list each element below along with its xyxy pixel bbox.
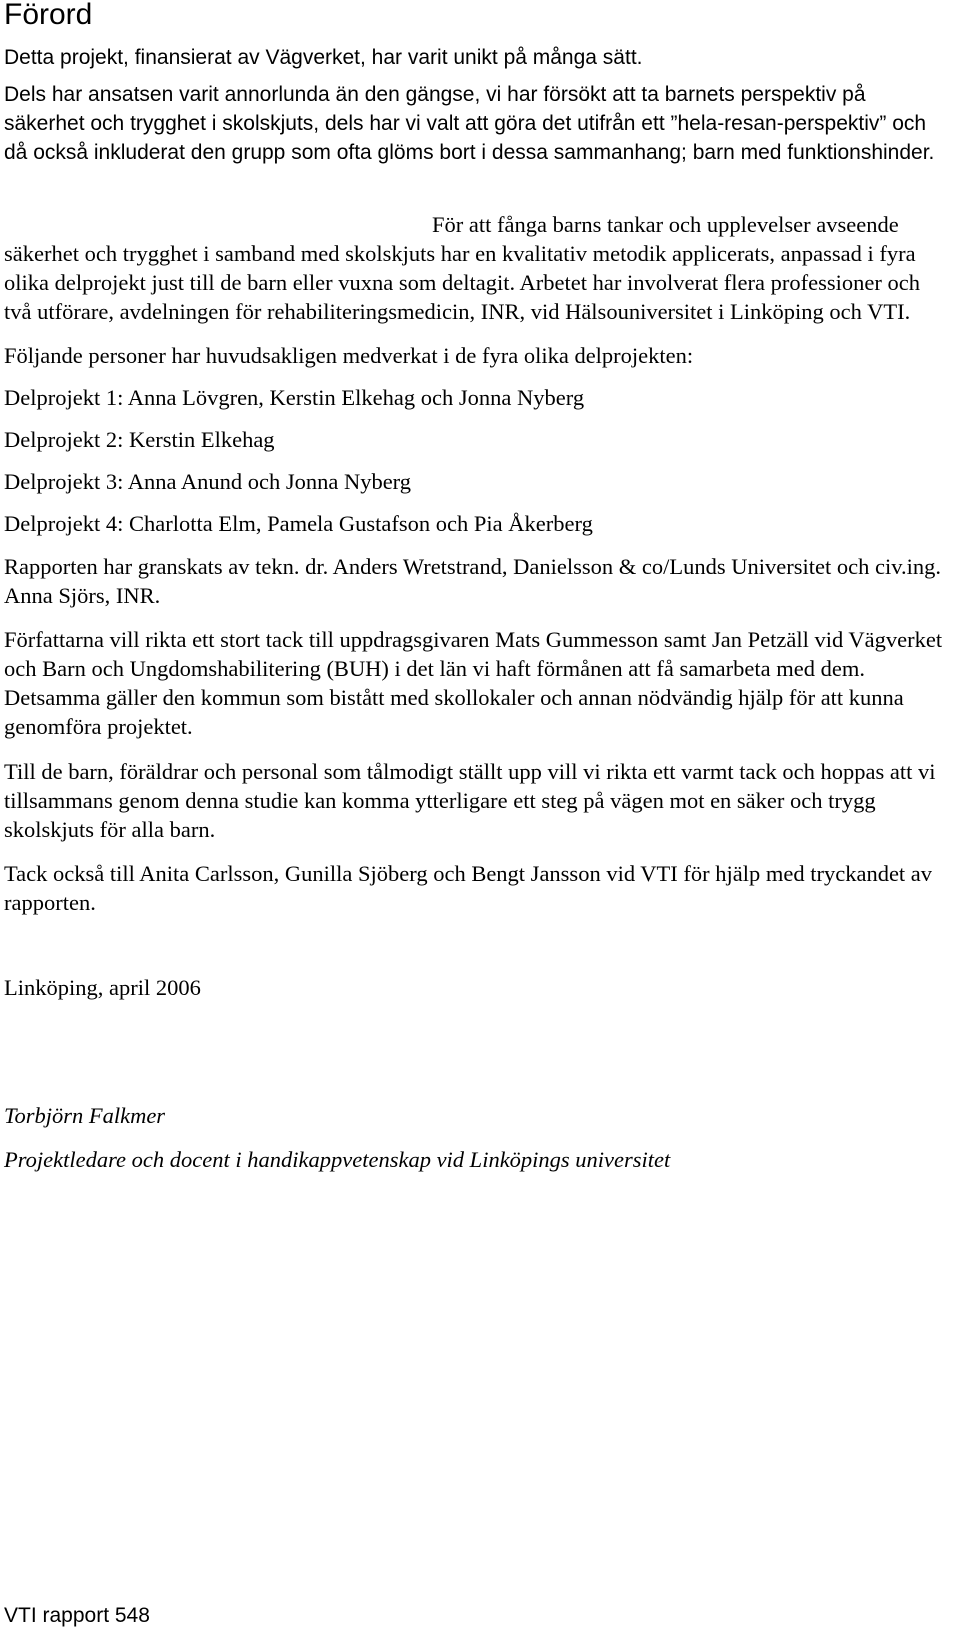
intro-text bbox=[4, 43, 944, 167]
methodology-paragraph: För att fånga barns tankar och upplevelser avseende säkerhet och trygghet i samband med skolskjuts har en kvalitativ metodik applicerats, anpassad i fyra olika delprojekt just till de barn eller vuxna som deltagit. Arbetet har involverat flera professioner och två utförare, avdelningen för rehabiliteringsmedicin, INR, vid Hälsouniversitet i Linköping och VTI. bbox=[4, 212, 920, 324]
subproject-1: Delprojekt 1: Anna Lövgren, Kerstin Elkehag och Jonna Nyberg bbox=[4, 385, 585, 410]
signature-title: Projektledare och docent i handikappvetenskap vid Linköpings universitet bbox=[4, 1147, 671, 1172]
reviewers-paragraph: Rapporten har granskats av tekn. dr. Anders Wretstrand, Danielsson & co/Lunds Universitet och civ.ing. Anna Sjörs, INR. bbox=[4, 554, 942, 608]
thanks-paragraph: Författarna vill rikta ett stort tack till uppdragsgivaren Mats Gummesson samt Jan Petzäll vid Vägverket och Barn och Ungdomshabilitering (BUH) i det län vi haft förmånen att få samarbeta med dem. Detsamma gäller den kommun som bistått med skollokaler och annan nödvändig hjälp för att kunna genomföra projektet. bbox=[4, 627, 943, 739]
intro-paragraph-1: Detta projekt, finansierat av Vägverket, har varit unikt på många sätt. bbox=[4, 46, 643, 69]
printing-thanks-paragraph: Tack också till Anita Carlsson, Gunilla Sjöberg och Bengt Jansson vid VTI för hjälp med tryckandet av rapporten. bbox=[4, 861, 933, 915]
page-footer: VTI rapport 548 bbox=[4, 1604, 150, 1627]
subproject-2: Delprojekt 2: Kerstin Elkehag bbox=[4, 427, 275, 452]
page-title: Förord bbox=[4, 0, 93, 31]
subproject-4: Delprojekt 4: Charlotta Elm, Pamela Gustafson och Pia Åkerberg bbox=[4, 511, 593, 536]
place-date: Linköping, april 2006 bbox=[4, 975, 201, 1000]
signature-name: Torbjörn Falkmer bbox=[4, 1103, 166, 1128]
subproject-3: Delprojekt 3: Anna Anund och Jonna Nyberg bbox=[4, 469, 412, 494]
participants-intro: Följande personer har huvudsakligen medverkat i de fyra olika delprojekten: bbox=[4, 343, 694, 368]
children-thanks-paragraph: Till de barn, föräldrar och personal som tålmodigt ställt upp vill vi rikta ett varmt tack och hoppas att vi tillsammans genom denna studie kan komma ytterligare ett steg på vägen mot en säker och trygg skolskjuts för alla barn. bbox=[4, 759, 936, 842]
intro-paragraph-2: Dels har ansatsen varit annorlunda än den gängse, vi har försökt att ta barnets perspektiv på säkerhet och trygghet i skolskjuts, dels har vi valt att göra det utifrån ett ”hela-resan-perspektiv” och då också inkluderat den grupp som ofta glöms bort i dessa sammanhang; barn med funktionshinder. bbox=[4, 83, 935, 164]
